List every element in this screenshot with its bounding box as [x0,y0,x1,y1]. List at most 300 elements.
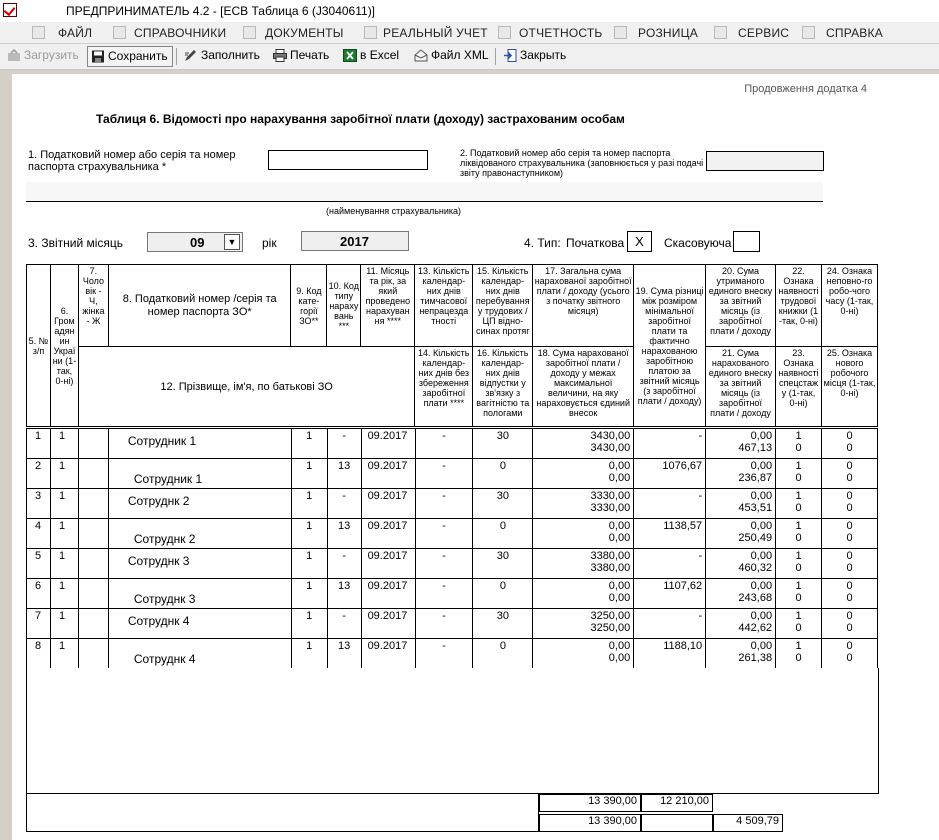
row-accrual-type: - [342,550,346,562]
type-cancel-label: Скасовуюча [664,236,732,250]
row-number-cell[interactable] [27,519,51,549]
xml-file-label: Файл XML [431,48,489,62]
accrual-type-cell[interactable] [327,549,361,579]
documents-icon [243,26,256,39]
name-cell[interactable] [108,519,291,549]
citizen-cell[interactable] [50,519,78,549]
row-disability-days: - [442,550,446,562]
row-new-workplace: 0 [846,442,853,454]
employment-days-cell[interactable] [473,519,533,549]
row-month-year: 09.2017 [367,580,408,592]
row-capped-salary: 3250,00 [590,622,631,634]
disability-days-cell[interactable] [415,459,473,489]
data-table [26,428,878,669]
row-withheld: 0,00 [750,550,773,562]
citizen-cell[interactable] [50,609,78,639]
menu-documents[interactable]: ДОКУМЕНТЫ [265,26,344,40]
row-accrued: 236,87 [738,472,773,484]
disability-days-cell[interactable] [415,429,473,459]
disability-days-cell[interactable] [415,609,473,639]
row-category: 1 [306,520,313,532]
row-new-workplace: 0 [846,472,853,484]
gender-cell[interactable] [78,519,108,549]
app-check-icon [3,3,17,17]
name-cell[interactable] [108,549,291,579]
employee-name: Сотруднк 4 [127,614,190,628]
row-employment-days: 30 [496,430,510,442]
load-label: Загрузить [24,48,79,62]
min-wage-diff-cell[interactable] [634,459,706,489]
employee-name: Сотруднк 3 [133,592,196,606]
row-month-year: 09.2017 [367,460,408,472]
header-gender: 7. Чоло вік - Ч, жінка - Ж [78,265,108,347]
contribution-cell[interactable] [706,489,776,519]
part-time-cell[interactable] [822,579,878,609]
row-number-cell[interactable] [27,579,51,609]
employment-days-cell[interactable] [473,579,533,609]
category-cell[interactable] [291,489,327,519]
gender-cell[interactable] [78,459,108,489]
row-part-time: 0 [846,610,853,622]
header-unpaid-days: 14. Кількість календар-них днів без збереження заробітної плати **** [415,347,473,427]
row-month-year: 09.2017 [367,490,408,502]
month-year-cell[interactable] [361,519,415,549]
contribution-cell[interactable] [706,609,776,639]
insurer-id-field[interactable] [268,150,428,170]
row-special-service: 0 [795,652,802,664]
category-cell[interactable] [291,609,327,639]
work-book-cell[interactable] [776,639,822,669]
row-number: 7 [35,610,42,622]
disability-days-cell[interactable] [415,639,473,669]
part-time-cell[interactable] [822,429,878,459]
year-label: рік [262,236,277,250]
employment-days-cell[interactable] [473,549,533,579]
close-label: Закрыть [520,48,567,62]
row-employment-days: 0 [499,580,506,592]
header-part-time: 24. Ознака неповно-го робо-чого часу (1-так, 0-ні) [821,265,877,347]
printer-icon [273,49,287,62]
row-month-year: 09.2017 [367,430,408,442]
header-employment-days: 15. Кількість календар-них днів перебування у трудових / ЦП відно-синах протяг [473,265,533,347]
year-value: 2017 [340,234,369,249]
row-work-book: 1 [795,460,802,472]
row-new-workplace: 0 [846,502,853,514]
row-withheld: 0,00 [750,490,773,502]
menu-retail[interactable]: РОЗНИЦА [638,26,698,40]
row-disability-days: - [442,610,446,622]
contribution-cell[interactable] [706,429,776,459]
month-year-cell[interactable] [361,489,415,519]
row-capped-salary: 0,00 [608,532,631,544]
gender-cell[interactable] [78,579,108,609]
menu-service[interactable]: СЕРВИС [738,26,790,40]
part-time-cell[interactable] [822,609,878,639]
header-total-salary: 17. Загальна сума нарахованої заробітної плати / доходу (усього з початку звітного місяця) [533,265,634,347]
row-accrual-type: - [342,610,346,622]
min-wage-diff-cell[interactable] [634,519,706,549]
part-time-cell[interactable] [822,519,878,549]
total-salary-cell: 13 390,00 [539,794,641,812]
row-total-salary: 0,00 [608,580,631,592]
row-citizen: 1 [58,580,66,592]
citizen-cell[interactable] [50,579,78,609]
category-cell[interactable] [291,549,327,579]
total-capped-cell: 13 390,00 [539,814,641,832]
disability-days-cell[interactable] [415,519,473,549]
employee-name: Сотрудник 1 [133,472,203,486]
row-employment-days: 0 [499,520,506,532]
row-special-service: 0 [795,472,802,484]
toolbar-separator [495,48,496,65]
month-year-cell[interactable] [361,549,415,579]
table-row[interactable] [27,429,878,459]
work-book-cell[interactable] [776,549,822,579]
row-month-year: 09.2017 [367,550,408,562]
row-work-book: 1 [795,430,802,442]
row-citizen: 1 [58,520,66,532]
menu-help[interactable]: СПРАВКА [826,26,883,40]
month-year-cell[interactable] [361,579,415,609]
row-accrued: 243,68 [738,592,773,604]
accrual-type-cell[interactable] [327,519,361,549]
table-row[interactable] [27,579,878,609]
row-min-wage-diff: - [698,430,703,442]
menu-references[interactable]: СПРАВОЧНИКИ [134,26,227,40]
row-part-time: 0 [846,520,853,532]
row-category: 1 [306,550,313,562]
row-category: 1 [306,640,313,652]
row-total-salary: 3380,00 [590,550,631,562]
type-cancel-checkbox[interactable] [733,231,760,252]
row-new-workplace: 0 [846,562,853,574]
month-year-cell[interactable] [361,639,415,669]
cart-icon [614,26,627,39]
row-employment-days: 30 [496,490,510,502]
row-work-book: 1 [795,610,802,622]
header-month-year: 11. Місяць та рік, за який проведено нарахуван ня **** [361,265,415,347]
month-year-cell[interactable] [361,429,415,459]
load-icon [7,49,21,62]
help-icon [802,26,815,39]
header-special-service: 23. Ознака наявності спецстаж у (1-так, 0-ні) [775,347,821,427]
row-citizen: 1 [58,610,66,622]
disability-days-cell[interactable] [415,549,473,579]
row-special-service: 0 [795,532,802,544]
min-wage-diff-cell[interactable] [634,489,706,519]
header-tax-number: 8. Податковий номер /серія та номер паспорта ЗО* [108,265,291,347]
window-title: ПРЕДПРИНИМАТЕЛЬ 4.2 - [ЕСВ Таблица 6 (J3040611)] [66,4,376,18]
floppy-icon [91,50,105,63]
row-number-cell[interactable] [27,609,51,639]
row-accrued: 250,49 [738,532,773,544]
category-cell[interactable] [291,429,327,459]
menu-bar [0,22,939,44]
row-capped-salary: 0,00 [608,592,631,604]
row-disability-days: - [442,460,446,472]
row-disability-days: - [442,430,446,442]
min-wage-diff-cell[interactable] [634,579,706,609]
employee-name: Сотруднк 2 [133,532,196,546]
min-wage-diff-cell[interactable] [634,429,706,459]
row-min-wage-diff: 1138,57 [663,520,703,532]
total-left-box [26,794,539,832]
header-work-book: 22. Ознака наявності трудової книжки (1 -так, 0-ні) [775,265,821,347]
row-citizen: 1 [58,460,66,472]
header-citizen: 6. Гром адян ин Украї ни (1-так, 0-ні) [50,265,78,427]
citizen-cell[interactable] [50,459,78,489]
row-part-time: 0 [846,460,853,472]
title-bar [0,0,939,22]
work-book-cell[interactable] [776,609,822,639]
row-min-wage-diff: 1076,67 [662,460,703,472]
row-accrual-type: 13 [337,460,351,472]
month-year-cell[interactable] [361,609,415,639]
name-cell[interactable] [108,609,291,639]
row-category: 1 [306,610,313,622]
year-field[interactable] [301,231,409,251]
gender-cell[interactable] [78,429,108,459]
row-disability-days: - [442,640,446,652]
disability-days-cell[interactable] [415,579,473,609]
contribution-cell[interactable] [706,639,776,669]
fill-button[interactable] [181,46,264,67]
row-part-time: 0 [846,550,853,562]
liquidated-id-field[interactable] [706,151,824,171]
accrual-type-cell[interactable] [327,489,361,519]
header-withheld-contribution: 20. Сума утриманого единого внеску за звітний місяць (із заробітної плати / доходу [706,265,776,347]
row-capped-salary: 3330,00 [590,502,631,514]
min-wage-diff-cell[interactable] [634,609,706,639]
row-withheld: 0,00 [750,430,773,442]
gender-cell[interactable] [78,639,108,669]
employment-days-cell[interactable] [473,459,533,489]
month-year-cell[interactable] [361,459,415,489]
row-number: 8 [35,640,42,652]
disability-days-cell[interactable] [415,489,473,519]
accrual-type-cell[interactable] [327,459,361,489]
category-cell[interactable] [291,639,327,669]
header-row-number: 5. № з/п [27,265,51,427]
table-row[interactable] [27,459,878,489]
name-cell[interactable] [108,639,291,669]
employee-name: Сотруднк 3 [127,554,190,568]
contribution-cell[interactable] [706,579,776,609]
table-row[interactable] [27,489,878,519]
header-full-name: 12. Прізвище, ім'я, по батькові ЗО [78,347,414,427]
part-time-cell[interactable] [822,639,878,669]
header-category: 9. Код кате-горії ЗО** [291,265,327,347]
salary-cell[interactable] [533,579,634,609]
row-accrual-type: - [342,490,346,502]
row-accrued: 442,62 [738,622,773,634]
category-cell[interactable] [291,459,327,489]
header-accrual-type: 10. Код типу нараху вань *** [327,265,361,347]
row-accrual-type: 13 [337,580,351,592]
insurer-name-field[interactable] [26,182,823,202]
dropdown-arrow-icon[interactable]: ▼ [224,234,240,250]
row-part-time: 0 [846,490,853,502]
part-time-cell[interactable] [822,459,878,489]
row-number: 1 [35,430,42,442]
salary-cell[interactable] [533,519,634,549]
name-cell[interactable] [108,489,291,519]
row-number-cell[interactable] [27,459,51,489]
row-month-year: 09.2017 [367,640,408,652]
menu-reports[interactable]: ОТЧЕТНОСТЬ [519,26,603,40]
folder-icon [32,26,45,39]
header-disability-days: 13. Кількість календар-них днів тимчасової непрацезда тності [415,265,473,347]
row-disability-days: - [442,580,446,592]
row-part-time: 0 [846,430,853,442]
close-button[interactable] [500,46,570,67]
insurer-name-caption: (найменування страхувальника) [326,206,462,216]
employment-days-cell[interactable] [473,429,533,459]
gender-cell[interactable] [78,489,108,519]
tools-icon [714,26,727,39]
appendix-note: Продовження додатка 4 [744,83,867,95]
row-special-service: 0 [795,502,802,514]
row-new-workplace: 0 [846,652,853,664]
category-cell[interactable] [291,519,327,549]
total-contribution-cell: 4 509,79 [713,814,783,832]
row-capped-salary: 0,00 [608,652,631,664]
min-wage-diff-cell[interactable] [634,549,706,579]
table-row[interactable] [27,609,878,639]
salary-cell[interactable] [533,429,634,459]
row-part-time: 0 [846,640,853,652]
print-label: Печать [290,48,330,62]
employment-days-cell[interactable] [473,609,533,639]
total-min-wage-diff-cell: 12 210,00 [641,794,713,812]
row-number: 3 [35,490,42,502]
redacted-area [22,2,62,18]
row-total-salary: 3430,00 [590,430,631,442]
row-number: 2 [35,460,42,472]
employee-name: Сотруднк 4 [133,652,196,666]
employment-days-cell[interactable] [473,639,533,669]
save-button[interactable] [87,46,173,67]
accrual-type-cell[interactable] [327,639,361,669]
part-time-cell[interactable] [822,489,878,519]
month-select[interactable] [147,232,243,252]
fill-pencil-icon [184,49,198,62]
employee-name: Сотрудник 1 [127,434,197,448]
gender-cell[interactable] [78,609,108,639]
row-accrual-type: - [342,430,346,442]
row-special-service: 0 [795,592,802,604]
row-number-cell[interactable] [27,639,51,669]
table-row[interactable] [27,519,878,549]
citizen-cell[interactable] [50,549,78,579]
xml-file-icon [414,49,428,62]
total-empty-cell [641,814,713,832]
print-button[interactable] [270,46,333,67]
header-maternity-days: 16. Кількість календар-них днів відпустки у зв'язку з вагітністю та пологами [473,347,533,427]
table-row[interactable] [27,639,878,669]
row-withheld: 0,00 [750,460,773,472]
row-capped-salary: 3430,00 [590,442,631,454]
row-part-time: 0 [846,580,853,592]
name-cell[interactable] [108,429,291,459]
salary-cell[interactable] [533,639,634,669]
table-row[interactable] [27,549,878,579]
header-capped-salary: 18. Сума нарахованої заробітної плати / доходу у межах максимальної величини, на яку нараховується єдиний внесок [533,347,634,427]
row-work-book: 1 [795,580,802,592]
row-withheld: 0,00 [750,610,773,622]
row-special-service: 0 [795,442,802,454]
empty-table-area [26,668,879,794]
name-cell[interactable] [108,459,291,489]
load-button[interactable] [4,46,83,67]
row-disability-days: - [442,520,446,532]
min-wage-diff-cell[interactable] [634,639,706,669]
employment-days-cell[interactable] [473,489,533,519]
xml-file-button[interactable] [411,46,493,67]
work-book-cell[interactable] [776,459,822,489]
name-cell[interactable] [108,579,291,609]
citizen-cell[interactable] [50,639,78,669]
work-book-cell[interactable] [776,579,822,609]
row-new-workplace: 0 [846,592,853,604]
excel-label: в Excel [360,48,400,62]
accrual-type-cell[interactable] [327,579,361,609]
excel-button[interactable] [340,46,403,67]
row-accrual-type: 13 [337,640,351,652]
header-min-wage-diff: 19. Сума різниці між розміром мінімальної заробітної плати та фактично нарахованою заробітною платою за звітний місяць (з заробітної плати / доходу) [634,265,706,427]
contribution-cell[interactable] [706,519,776,549]
menu-real-accounting[interactable]: РЕАЛЬНЫЙ УЧЕТ [383,26,488,40]
category-cell[interactable] [291,579,327,609]
contribution-cell[interactable] [706,549,776,579]
row-work-book: 1 [795,520,802,532]
row-employment-days: 30 [496,610,510,622]
row-min-wage-diff: - [698,610,703,622]
row-number: 4 [35,520,42,532]
fill-label: Заполнить [201,48,260,62]
row-number-cell[interactable] [27,549,51,579]
row-citizen: 1 [58,640,66,652]
menu-file[interactable]: ФАЙЛ [58,26,93,40]
gender-cell[interactable] [78,549,108,579]
part-time-cell[interactable] [822,549,878,579]
row-special-service: 0 [795,622,802,634]
employee-name: Сотруднк 2 [127,494,190,508]
row-month-year: 09.2017 [367,610,408,622]
contribution-cell[interactable] [706,459,776,489]
book-icon [113,26,126,39]
row-number-cell[interactable] [27,489,51,519]
accrual-type-cell[interactable] [327,429,361,459]
work-book-cell[interactable] [776,429,822,459]
citizen-cell[interactable] [50,489,78,519]
accrual-type-cell[interactable] [327,609,361,639]
row-new-workplace: 0 [846,622,853,634]
work-book-cell[interactable] [776,489,822,519]
row-number-cell[interactable] [27,429,51,459]
type-initial-label: Початкова [566,236,625,250]
row-citizen: 1 [58,430,66,442]
type-initial-checkbox[interactable]: X [627,231,652,252]
row-citizen: 1 [58,550,66,562]
salary-cell[interactable] [533,489,634,519]
salary-cell[interactable] [533,609,634,639]
salary-cell[interactable] [533,549,634,579]
salary-cell[interactable] [533,459,634,489]
report-document [12,74,939,840]
citizen-cell[interactable] [50,429,78,459]
work-book-cell[interactable] [776,519,822,549]
